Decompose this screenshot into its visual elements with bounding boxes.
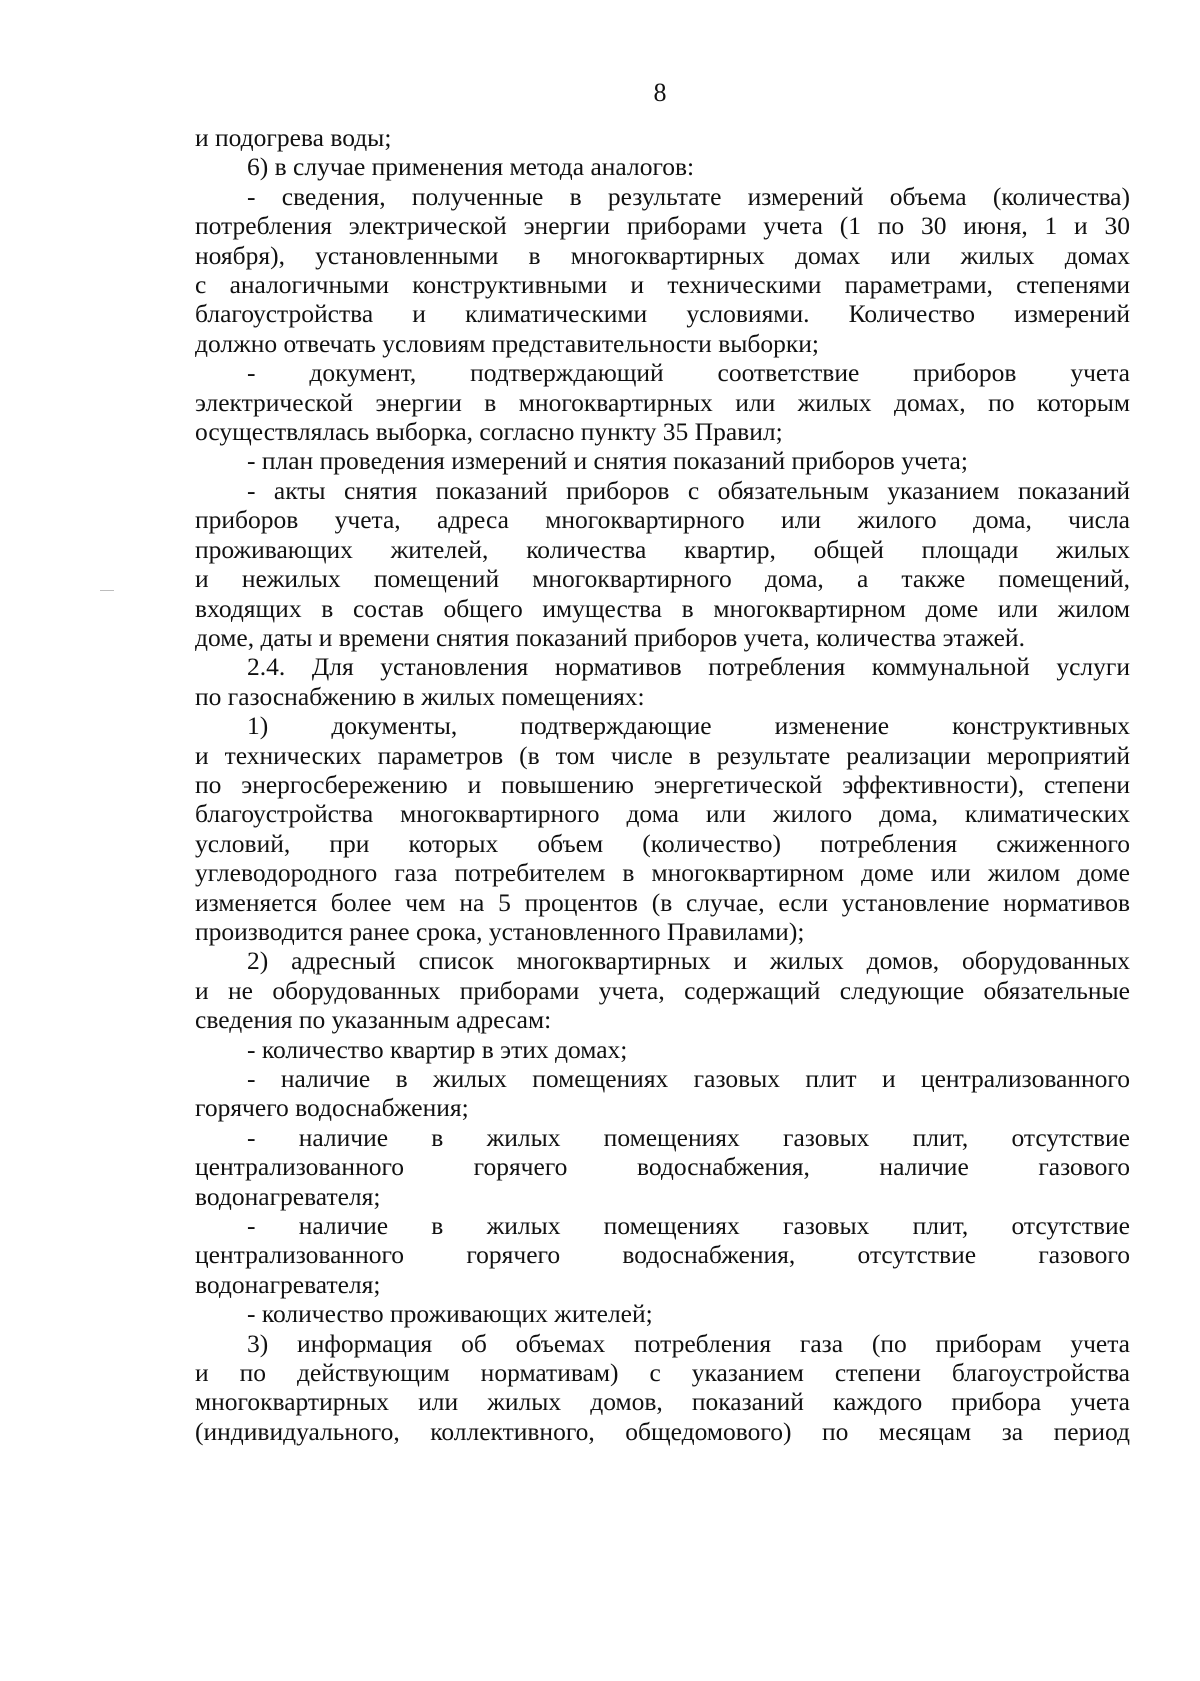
text-line: - документ, подтверждающий соответствие приборов учета xyxy=(247,358,1130,388)
text-line: доме, даты и времени снятия показаний приборов учета, количества этажей. xyxy=(195,622,1025,652)
text-line: благоустройства многоквартирного дома или жилого дома, климатических xyxy=(195,799,1130,829)
text-line: с аналогичными конструктивными и техническими параметрами, степенями xyxy=(195,270,1130,300)
text-line: углеводородного газа потребителем в многоквартирном доме или жилом доме xyxy=(195,858,1130,888)
text-line: и подогрева воды; xyxy=(195,123,392,152)
text-line: - количество проживающих жителей; xyxy=(247,1299,653,1329)
text-line: ноября), установленными в многоквартирных домах или жилых домах xyxy=(195,240,1130,270)
text-line: потребления электрической энергии приборами учета (1 по 30 июня, 1 и 30 xyxy=(195,211,1130,241)
text-line: производится ранее срока, установленного Правилами); xyxy=(195,916,805,946)
text-line: водонагревателя; xyxy=(195,1181,381,1211)
text-line: 2) адресный список многоквартирных и жилых домов, оборудованных xyxy=(247,946,1130,976)
text-line: электрической энергии в многоквартирных или жилых домах, по которым xyxy=(195,387,1130,417)
text-line: 3) информация об объемах потребления газа (по приборам учета xyxy=(247,1328,1130,1358)
text-line: приборов учета, адреса многоквартирного или жилого дома, числа xyxy=(195,505,1130,535)
text-line: 1) документы, подтверждающие изменение конструктивных xyxy=(247,711,1130,741)
text-line: и технических параметров (в том числе в результате реализации мероприятий xyxy=(195,740,1130,770)
text-line: 6) в случае применения метода аналогов: xyxy=(247,152,695,182)
text-line: централизованного горячего водоснабжения, наличие газового xyxy=(195,1152,1130,1182)
text-line: - количество квартир в этих домах; xyxy=(247,1034,628,1064)
document-body xyxy=(195,123,1130,1446)
text-line: - наличие в жилых помещениях газовых плит и централизованного xyxy=(247,1064,1130,1093)
text-line: благоустройства и климатическими условиями. Количество измерений xyxy=(195,299,1130,329)
text-line: 2.4. Для установления нормативов потребления коммунальной услуги xyxy=(247,652,1130,682)
text-line: - наличие в жилых помещениях газовых плит, отсутствие xyxy=(247,1122,1130,1152)
text-line: проживающих жителей, количества квартир, общей площади жилых xyxy=(195,534,1130,564)
text-line: водонагревателя; xyxy=(195,1269,381,1299)
text-line: условий, при которых объем (количество) потребления сжиженного xyxy=(195,828,1130,858)
text-line: изменяется более чем на 5 процентов (в случае, если установление нормативов xyxy=(195,887,1130,917)
scan-artifact xyxy=(100,590,114,591)
text-line: входящих в состав общего имущества в многоквартирном доме или жилом xyxy=(195,593,1130,623)
text-line: по газоснабжению в жилых помещениях: xyxy=(195,681,645,711)
text-line: и нежилых помещений многоквартирного дома, а также помещений, xyxy=(195,564,1130,594)
text-line: - сведения, полученные в результате измерений объема (количества) xyxy=(247,181,1130,211)
text-line: осуществлялась выборка, согласно пункту 35 Правил; xyxy=(195,417,783,447)
text-line: горячего водоснабжения; xyxy=(195,1093,469,1123)
text-line: сведения по указанным адресам: xyxy=(195,1005,552,1035)
text-line: и по действующим нормативам) с указанием степени благоустройства xyxy=(195,1358,1130,1388)
text-line: многоквартирных или жилых домов, показаний каждого прибора учета xyxy=(195,1387,1130,1417)
text-line: - план проведения измерений и снятия показаний приборов учета; xyxy=(247,446,968,476)
text-line: и не оборудованных приборами учета, содержащий следующие обязательные xyxy=(195,975,1130,1005)
text-line: - акты снятия показаний приборов с обязательным указанием показаний xyxy=(247,475,1130,505)
text-line: должно отвечать условиям представительности выборки; xyxy=(195,328,819,358)
text-line: по энергосбережению и повышению энергетической эффективности), степени xyxy=(195,769,1130,799)
page-number: 8 xyxy=(653,78,667,107)
text-line: (индивидуального, коллективного, общедомового) по месяцам за период xyxy=(195,1416,1130,1446)
text-line: - наличие в жилых помещениях газовых плит, отсутствие xyxy=(247,1211,1130,1241)
text-line: централизованного горячего водоснабжения, отсутствие газового xyxy=(195,1240,1130,1270)
